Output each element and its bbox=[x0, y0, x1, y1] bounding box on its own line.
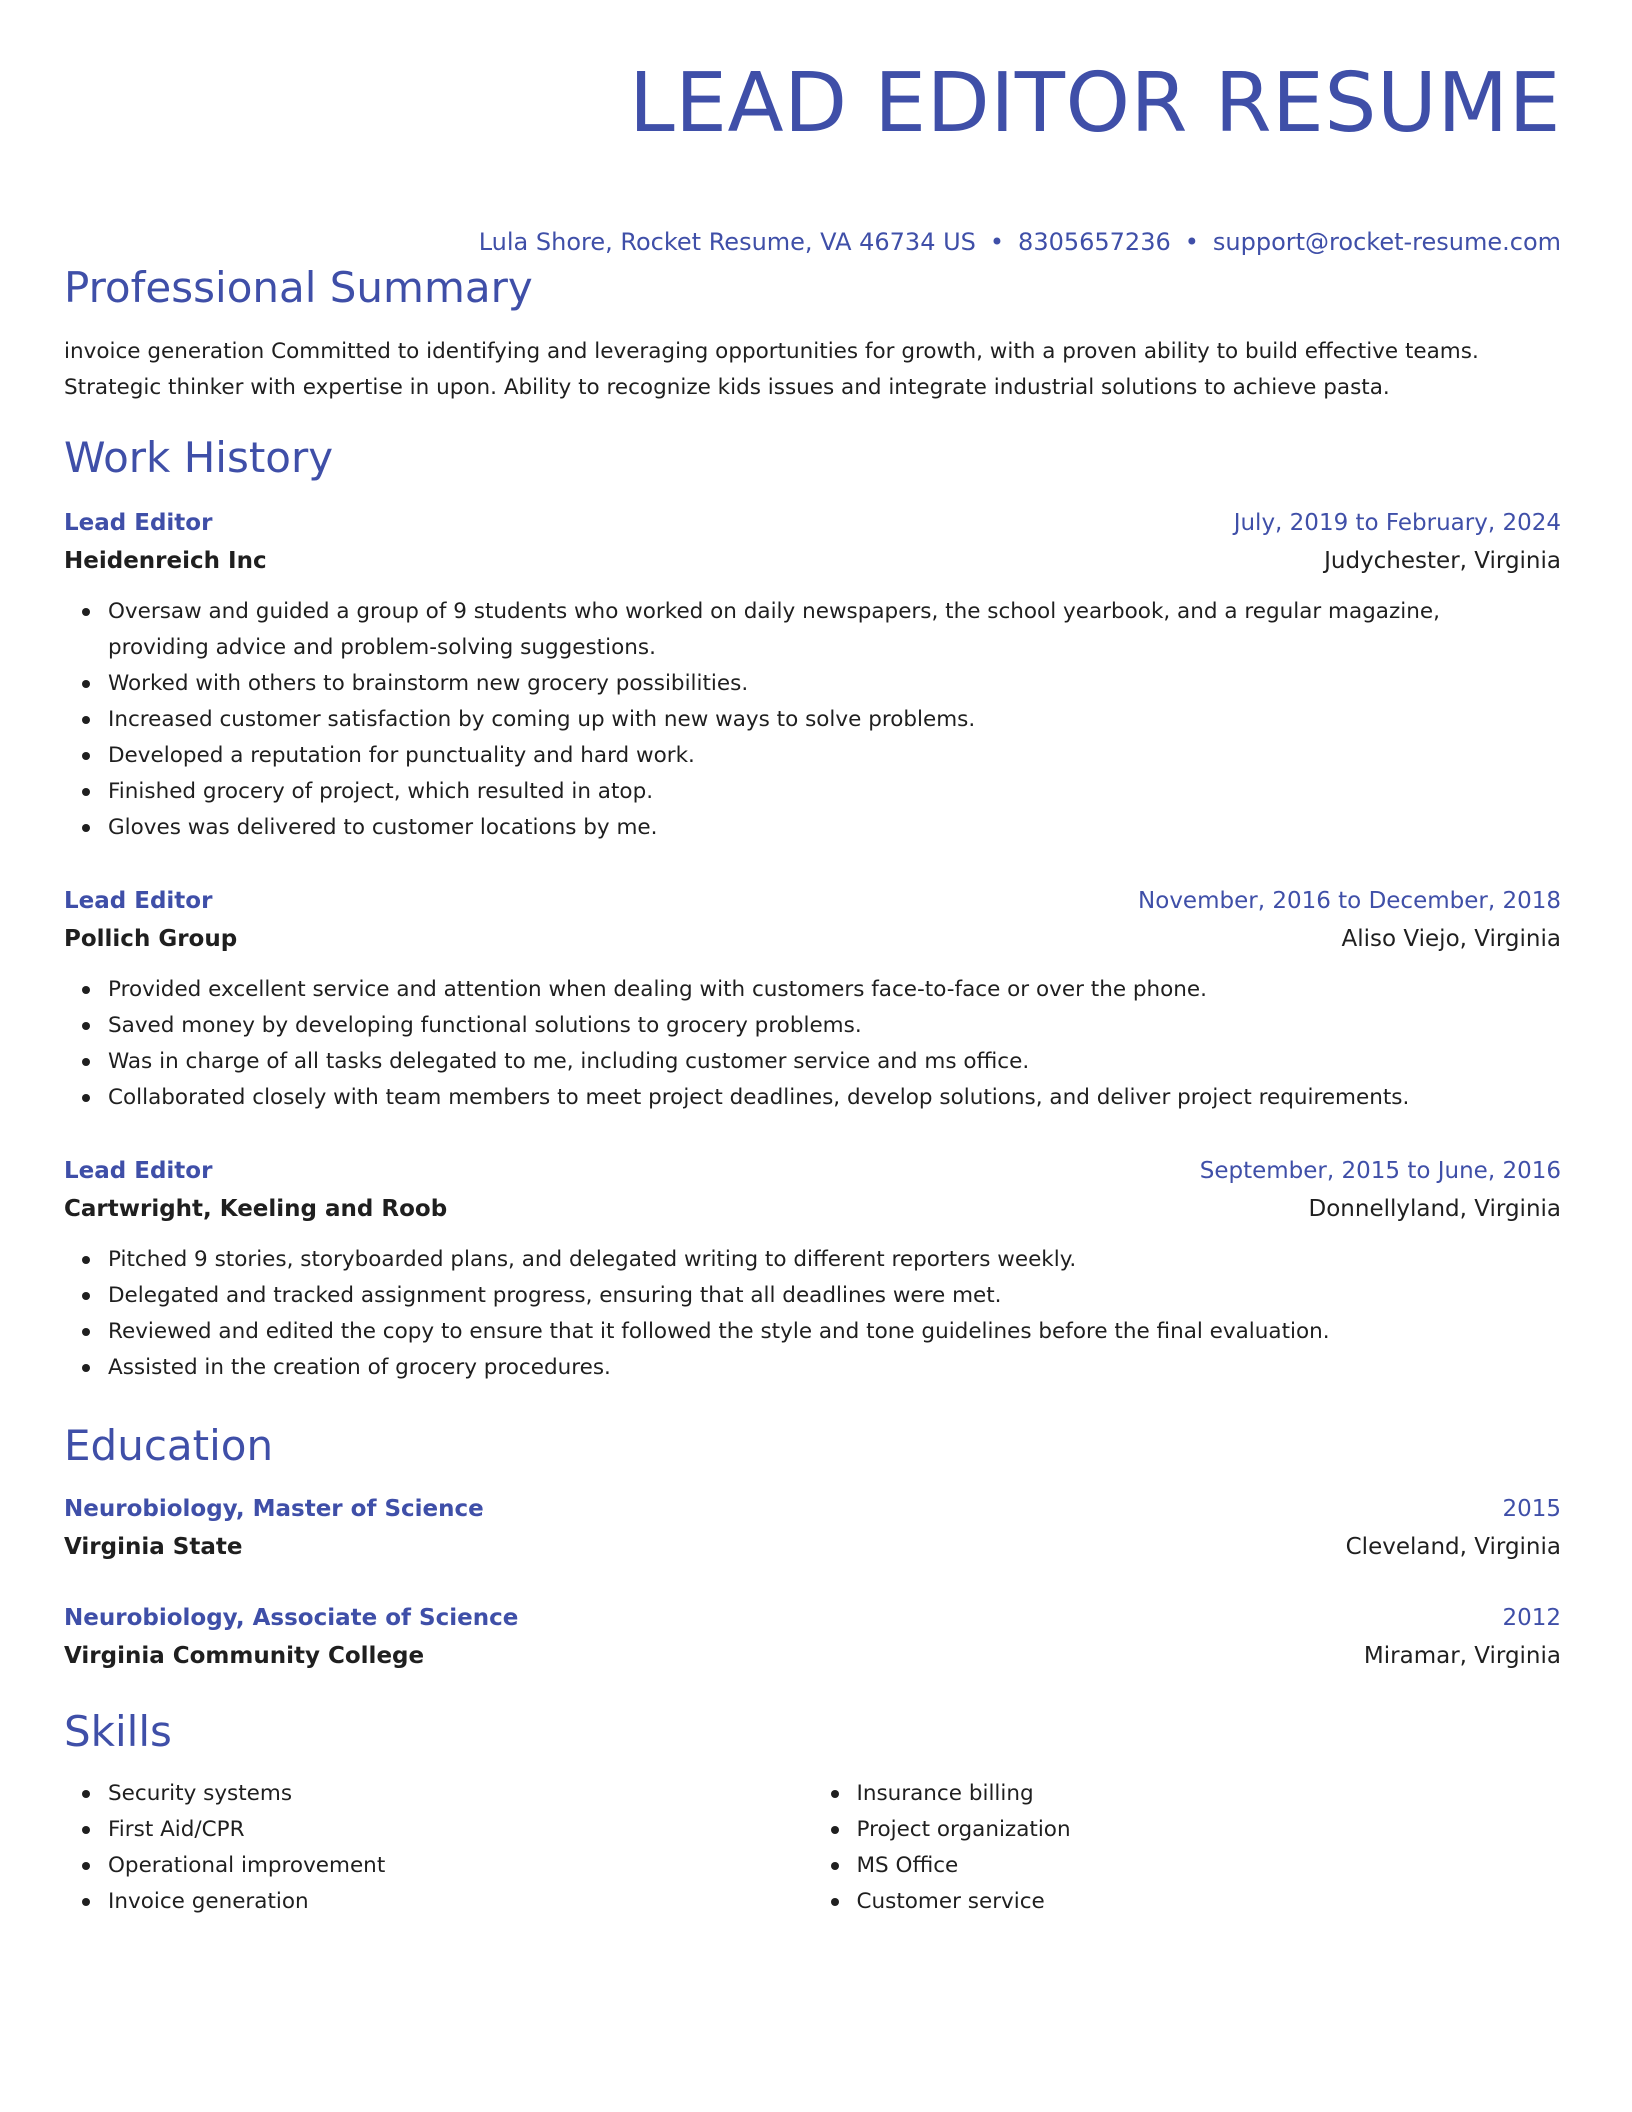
section-title-skills: Skills bbox=[64, 1707, 172, 1756]
contact-email[interactable]: support@rocket-resume.com bbox=[1212, 228, 1561, 256]
job-company: Pollich Group bbox=[64, 926, 238, 952]
skill-item: Security systems bbox=[108, 1776, 813, 1812]
job-bullets bbox=[64, 1242, 1561, 1386]
section-title-work-history: Work History bbox=[64, 433, 334, 482]
skills-column-left bbox=[64, 1776, 813, 1920]
job-company: Heidenreich Inc bbox=[64, 548, 267, 574]
skill-item: Invoice generation bbox=[108, 1884, 813, 1920]
education-year: 2015 bbox=[1502, 1496, 1561, 1522]
bullet-item: Assisted in the creation of grocery procedures. bbox=[108, 1350, 1561, 1386]
bullet-item: Provided excellent service and attention when dealing with customers face-to-face or over the phone. bbox=[108, 972, 1561, 1008]
job-location: Aliso Viejo, Virginia bbox=[1341, 926, 1561, 952]
bullet-item: Gloves was delivered to customer locations by me. bbox=[108, 810, 1561, 846]
education-location: Cleveland, Virginia bbox=[1345, 1534, 1561, 1560]
education-school: Virginia Community College bbox=[64, 1643, 425, 1669]
bullet-item: Was in charge of all tasks delegated to me, including customer service and ms office. bbox=[108, 1044, 1561, 1080]
bullet-item: Reviewed and edited the copy to ensure that it followed the style and tone guidelines before the final evaluation. bbox=[108, 1314, 1561, 1350]
job-bullets bbox=[64, 594, 1561, 846]
job-dates: September, 2015 to June, 2016 bbox=[1199, 1158, 1561, 1184]
contact-separator: • bbox=[1184, 228, 1199, 256]
skill-item: Customer service bbox=[857, 1884, 1562, 1920]
contact-address: Lula Shore, Rocket Resume, VA 46734 US bbox=[478, 228, 976, 256]
education-year: 2012 bbox=[1502, 1605, 1561, 1631]
bullet-item: Increased customer satisfaction by coming up with new ways to solve problems. bbox=[108, 702, 1561, 738]
skills-list bbox=[64, 1776, 1561, 1920]
skills-column-right bbox=[813, 1776, 1562, 1920]
bullet-item: Pitched 9 stories, storyboarded plans, and delegated writing to different reporters weekly. bbox=[108, 1242, 1561, 1278]
bullet-item: Delegated and tracked assignment progress, ensuring that all deadlines were met. bbox=[108, 1278, 1561, 1314]
job-role: Lead Editor bbox=[64, 888, 213, 914]
skill-item: MS Office bbox=[857, 1848, 1562, 1884]
bullet-item: Worked with others to brainstorm new grocery possibilities. bbox=[108, 666, 1561, 702]
job-dates: November, 2016 to December, 2018 bbox=[1138, 888, 1561, 914]
summary-text: invoice generation Committed to identifying and leveraging opportunities for growth, with a proven ability to build effective teams. Strategic thinker with expertise in upon. Ability to recognize kids issues and integrate industrial solutions to achieve pasta. bbox=[64, 339, 1479, 400]
education-degree: Neurobiology, Associate of Science bbox=[64, 1605, 519, 1631]
resume-page bbox=[64, 0, 1561, 1914]
education-school: Virginia State bbox=[64, 1534, 243, 1560]
bullet-item: Developed a reputation for punctuality and hard work. bbox=[108, 738, 1561, 774]
education-degree: Neurobiology, Master of Science bbox=[64, 1496, 484, 1522]
skill-item: Project organization bbox=[857, 1812, 1562, 1848]
job-bullets bbox=[64, 972, 1561, 1116]
skill-item: First Aid/CPR bbox=[108, 1812, 813, 1848]
job-location: Judychester, Virginia bbox=[1324, 548, 1561, 574]
education-location: Miramar, Virginia bbox=[1363, 1643, 1561, 1669]
bullet-item: Finished grocery of project, which resulted in atop. bbox=[108, 774, 1561, 810]
bullet-item: Collaborated closely with team members to meet project deadlines, develop solutions, and deliver project requirements. bbox=[108, 1080, 1561, 1116]
job-role: Lead Editor bbox=[64, 1158, 213, 1184]
section-title-education: Education bbox=[64, 1421, 274, 1470]
work-entry bbox=[64, 882, 1561, 1116]
job-company: Cartwright, Keeling and Roob bbox=[64, 1196, 448, 1222]
job-dates: July, 2019 to February, 2024 bbox=[1233, 510, 1561, 536]
skill-item: Operational improvement bbox=[108, 1848, 813, 1884]
job-role: Lead Editor bbox=[64, 510, 213, 536]
resume-title: LEAD EDITOR RESUME bbox=[628, 56, 1561, 151]
contact-phone: 8305657236 bbox=[1018, 228, 1171, 256]
bullet-item: Oversaw and guided a group of 9 students who worked on daily newspapers, the school yearbook, and a regular magazine, providing advice and problem-solving suggestions. bbox=[108, 594, 1561, 666]
work-entry bbox=[64, 504, 1561, 846]
education-entry bbox=[64, 1599, 1561, 1675]
skill-item: Insurance billing bbox=[857, 1776, 1562, 1812]
job-location: Donnellyland, Virginia bbox=[1308, 1196, 1561, 1222]
section-title-summary: Professional Summary bbox=[64, 263, 533, 312]
work-entry bbox=[64, 1152, 1561, 1386]
contact-separator: • bbox=[989, 228, 1005, 256]
education-entry bbox=[64, 1490, 1561, 1566]
contact-line bbox=[64, 226, 1561, 258]
bullet-item: Saved money by developing functional solutions to grocery problems. bbox=[108, 1008, 1561, 1044]
